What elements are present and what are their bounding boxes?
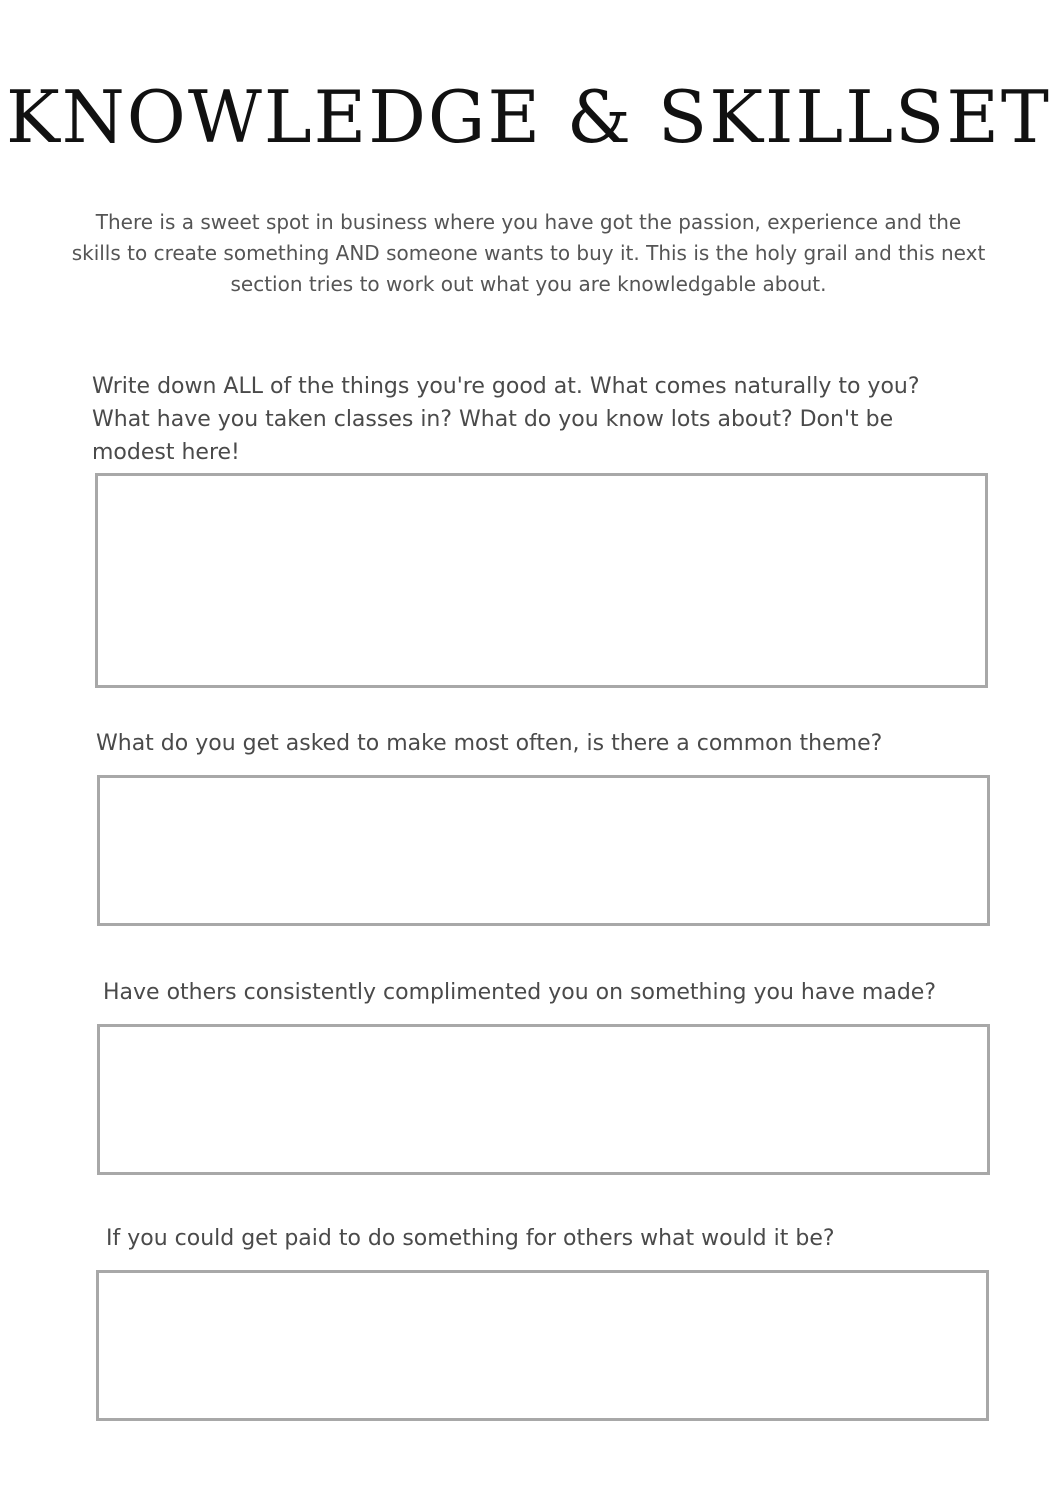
answer-box-4[interactable] [96, 1270, 989, 1421]
answer-box-2[interactable] [97, 775, 990, 926]
question-2-label: What do you get asked to make most often, is there a common theme? [96, 731, 883, 756]
question-3-label: Have others consistently complimented you on something you have made? [103, 980, 936, 1005]
answer-box-1[interactable] [95, 473, 988, 688]
answer-box-3[interactable] [97, 1024, 990, 1175]
question-1-label: Write down ALL of the things you're good at. What comes naturally to you? What have you taken classes in? What do you know lots about? Don't be modest here! [92, 374, 920, 465]
intro-paragraph: There is a sweet spot in business where you have got the passion, experience and the skills to create something AND someone wants to buy it. This is the holy grail and this next section tries to work out what you are knowledgable about. [71, 210, 986, 296]
page-title: KNOWLEDGE & SKILLSET [6, 75, 1051, 159]
question-4-label: If you could get paid to do something for others what would it be? [106, 1226, 835, 1251]
